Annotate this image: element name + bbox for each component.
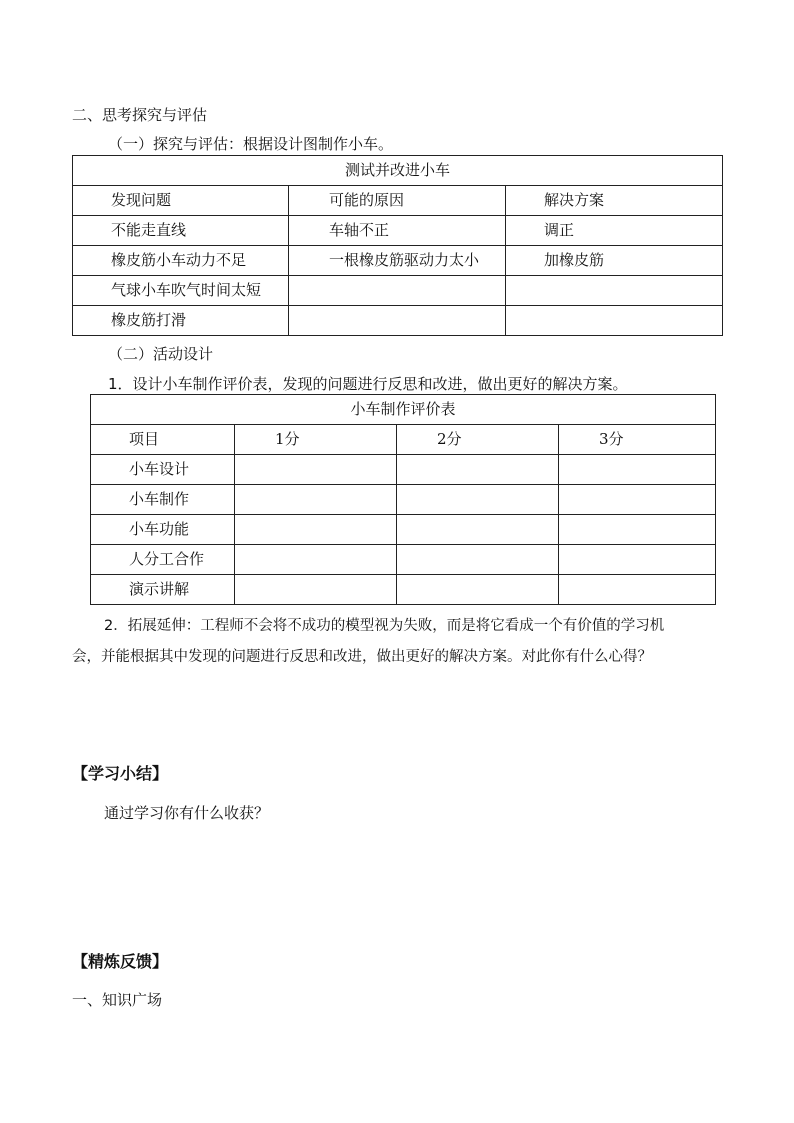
test-improve-table xyxy=(72,155,723,336)
table-cell xyxy=(289,276,506,306)
table-row xyxy=(91,515,716,545)
activity-item-1: 1．设计小车制作评价表，发现的问题进行反思和改进，做出更好的解决方案。 xyxy=(108,375,628,393)
table-row xyxy=(73,246,723,276)
table-header: 可能的原因 xyxy=(289,186,506,216)
table-header: 项目 xyxy=(91,425,235,455)
table-caption: 小车制作评价表 xyxy=(91,395,716,425)
table-cell: 橡皮筋小车动力不足 xyxy=(73,246,289,276)
table-cell: 不能走直线 xyxy=(73,216,289,246)
table-cell xyxy=(506,306,723,336)
table-cell: 调正 xyxy=(506,216,723,246)
subsection-title-2: （二）活动设计 xyxy=(108,345,214,363)
table-cell: 气球小车吹气时间太短 xyxy=(73,276,289,306)
table-row xyxy=(73,306,723,336)
table-cell xyxy=(506,276,723,306)
table-header: 发现问题 xyxy=(73,186,289,216)
table-cell: 小车设计 xyxy=(91,455,235,485)
table-cell: 小车制作 xyxy=(91,485,235,515)
table-row xyxy=(91,575,716,605)
table-cell: 橡皮筋打滑 xyxy=(73,306,289,336)
table-cell: 车轴不正 xyxy=(289,216,506,246)
summary-question: 通过学习你有什么收获？ xyxy=(104,804,270,822)
table-header: 解决方案 xyxy=(506,186,723,216)
table-header: 3分 xyxy=(559,425,716,455)
activity-item-2-line1: 2．拓展延伸：工程师不会将不成功的模型视为失败，而是将它看成一个有价值的学习机 xyxy=(104,618,665,634)
table-row xyxy=(73,216,723,246)
summary-heading: 【学习小结】 xyxy=(72,764,169,783)
table-cell: 人分工合作 xyxy=(91,545,235,575)
table-cell: 演示讲解 xyxy=(91,575,235,605)
table-row xyxy=(91,455,716,485)
table-caption: 测试并改进小车 xyxy=(73,156,723,186)
table-row xyxy=(91,545,716,575)
table-cell: 小车功能 xyxy=(91,515,235,545)
section-title: 二、思考探究与评估 xyxy=(72,106,208,124)
subsection-title-1: （一）探究与评估：根据设计图制作小车。 xyxy=(108,135,394,153)
feedback-heading: 【精炼反馈】 xyxy=(72,952,169,971)
table-cell xyxy=(289,306,506,336)
table-cell: 一根橡皮筋驱动力太小 xyxy=(289,246,506,276)
activity-item-2-line2: 会，并能根据其中发现的问题进行反思和改进，做出更好的解决方案。对此你有什么心得？ xyxy=(72,649,652,665)
table-header: 1分 xyxy=(235,425,397,455)
table-cell: 加橡皮筋 xyxy=(506,246,723,276)
knowledge-title: 一、知识广场 xyxy=(72,991,163,1009)
table-header: 2分 xyxy=(397,425,559,455)
table-row xyxy=(91,485,716,515)
table-row xyxy=(73,276,723,306)
evaluation-table xyxy=(90,394,716,605)
